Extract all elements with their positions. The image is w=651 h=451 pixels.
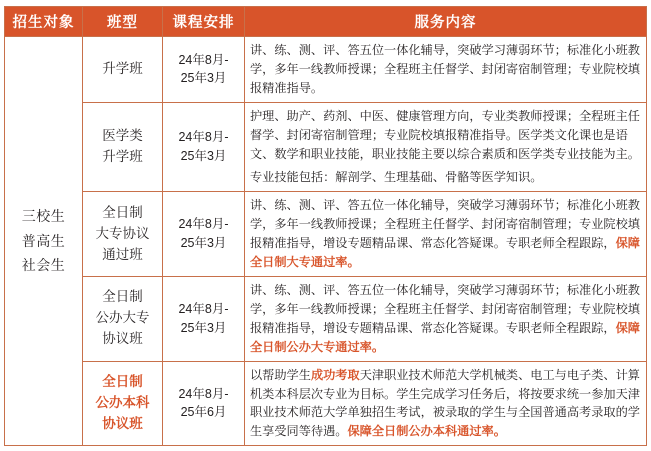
body-text: 讲、练、测、评、答五位一体化辅导，突破学习薄弱环节；标准化小班教学，多年一线教师授课；全程班主任督学、封闭寄宿制管理；专业院校填报精准指导，增设专题精品课、常态化答疑课。专职老师全程跟踪，: [250, 282, 640, 335]
cell-schedule: 24年8月- 25年3月: [163, 37, 245, 103]
highlight-text: 保障全日制大专通过率。: [250, 236, 640, 270]
header-schedule: 课程安排: [163, 7, 245, 37]
cell-schedule: 24年8月- 25年3月: [163, 192, 245, 277]
header-class-type: 班型: [83, 7, 163, 37]
cell-service-content: [245, 102, 647, 192]
cell-class-type: 全日制 公办本科 协议班: [83, 361, 163, 446]
cell-class-type: 全日制 大专协议 通过班: [83, 192, 163, 277]
cell-service-content: [245, 361, 647, 446]
highlight-text: 保障全日制公办本科通过率。: [347, 424, 506, 439]
body-text: 讲、练、测、评、答五位一体化辅导，突破学习薄弱环节；标准化小班教学，多年一线教师授课；全程班主任督学、封闭寄宿制管理；专业院校填报精准指导。: [250, 43, 640, 95]
cell-audience: 三校生 普高生 社会生: [5, 37, 83, 446]
table-row: [5, 192, 647, 277]
cell-class-type: 医学类 升学班: [83, 102, 163, 192]
body-text: 讲、练、测、评、答五位一体化辅导，突破学习薄弱环节；标准化小班教学，多年一线教师授课；全程班主任督学、封闭寄宿制管理；专业院校填报精准指导，增设专题精品课、常态化答疑课。专职老师全程跟踪，: [250, 198, 640, 251]
cell-service-content: [245, 276, 647, 361]
service-paragraph: [250, 196, 641, 272]
service-paragraph: [250, 281, 641, 357]
cell-schedule: 24年8月- 25年6月: [163, 361, 245, 446]
cell-service-content: [245, 37, 647, 103]
table-row: [5, 361, 647, 446]
cell-schedule: 24年8月- 25年3月: [163, 276, 245, 361]
cell-class-type: 全日制 公办大专 协议班: [83, 276, 163, 361]
service-paragraph: [250, 366, 641, 442]
body-text: 护理、助产、药剂、中医、健康管理方向，专业类教师授课；全程班主任督学、封闭寄宿制管理；专业院校填报精准指导。医学类文化课也是语文、数学和职业技能，职业技能主要以综合素质和医学类专业技能为主。: [250, 108, 640, 161]
cell-schedule: 24年8月- 25年3月: [163, 102, 245, 192]
highlight-text: 保障全日制公办大专通过率。: [250, 320, 640, 354]
body-text: 专业技能包括：解剖学、生理基础、骨骼等医学知识。: [250, 170, 543, 185]
table-body: [5, 37, 647, 446]
service-paragraph: [250, 107, 641, 164]
highlight-text: 成功考取: [310, 367, 360, 382]
table-header-row: [5, 7, 647, 37]
service-paragraph: [250, 41, 641, 98]
body-text: 天津职业技术师范大学机械类、电工与电子类、计算机类本科层次专业为目标。学生完成学习任务后，将按要求统一参加天津职业技术师范大学单独招生考试，被录取的学生与全国普通高考录取的学生享受同等待遇。: [250, 367, 640, 439]
body-text: 以帮助学生: [250, 367, 311, 382]
table-row: [5, 37, 647, 103]
cell-service-content: [245, 192, 647, 277]
table-row: [5, 276, 647, 361]
service-paragraph: [250, 168, 641, 187]
table-head: [5, 7, 647, 37]
course-table: [4, 6, 647, 446]
table-row: [5, 102, 647, 192]
header-service-content: 服务内容: [245, 7, 647, 37]
cell-class-type: 升学班: [83, 37, 163, 103]
header-audience: 招生对象: [5, 7, 83, 37]
